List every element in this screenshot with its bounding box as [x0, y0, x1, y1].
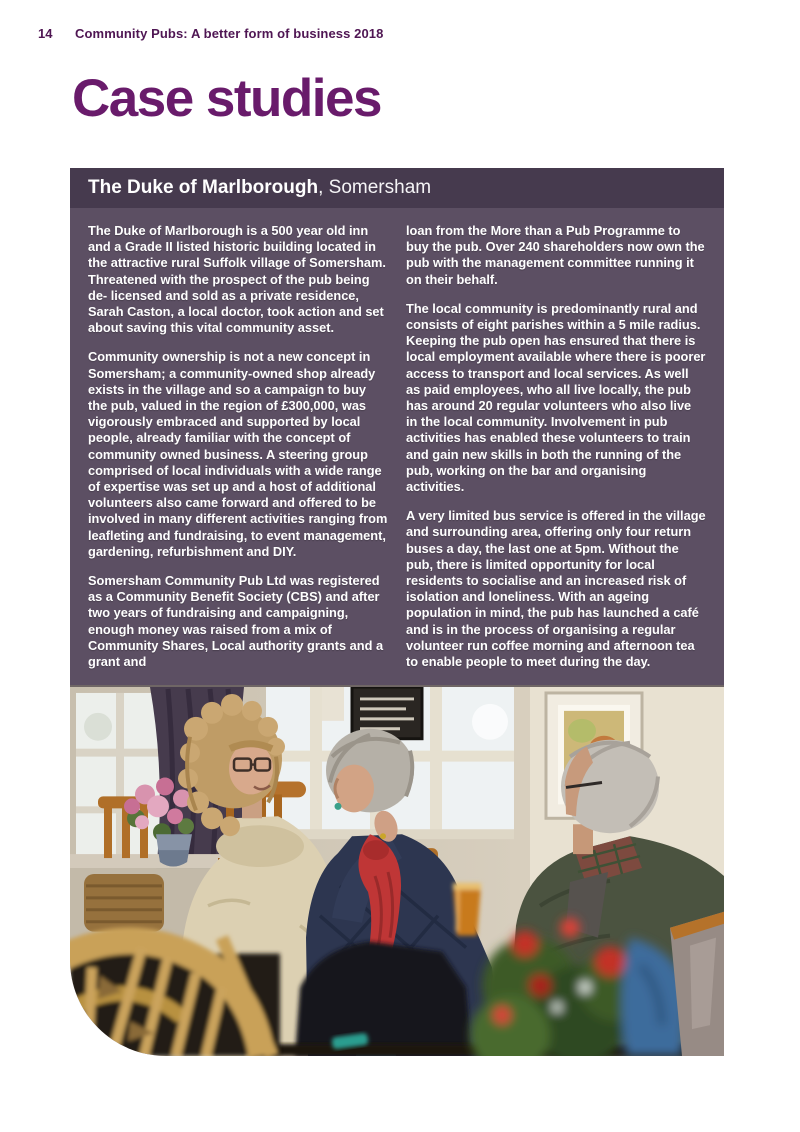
page-title: Case studies	[72, 69, 381, 128]
paragraph: Somersham Community Pub Ltd was registered as a Community Benefit Society (CBS) and after two years of fundraising and campaigning, enough money was raised from a mix of Community Shares, Local authority grants and a grant and	[88, 573, 384, 670]
left-column	[88, 223, 388, 679]
page-header	[38, 26, 758, 41]
paragraph: The local community is predominantly rural and consists of eight parishes within a 5 mile radius. Keeping the pub open has ensured that there is local employment available where there is poorer access to transport and local services. As well as paid employees, who all live locally, the pub has around 20 regular volunteers who also live in the local community. Involvement in pub activities has enabled these volunteers to train and gain new skills in both the running of the pub, working on the bar and organising activities.	[406, 300, 706, 495]
paragraph: A very limited bus service is offered in the village and surrounding area, offering only four return buses a day, the last one at 5pm. Without the pub, there is limited opportunity for local residents to socialise and an increased risk of isolation and loneliness. With an ageing population in mind, the pub has launched a café and is in the process of organising a regular volunteer run coffee morning and afternoon tea to enable people to meet during the day.	[406, 508, 706, 670]
right-column	[406, 223, 706, 679]
paragraph: Community ownership is not a new concept in Somersham; a community-owned shop already exists in the village and so a campaign to buy the pub, valued in the region of £300,000, was vigorously embraced and supported by local people, already familiar with the concept of community owned business. A steering group comprised of local individuals with a wide range of expertise was set up and a host of additional volunteers also came forward and offered to be involved in many different activities ranging from leafleting and fundraising, to event management, gardening, refurbishment and DIY.	[88, 349, 388, 559]
report-title: Community Pubs: A better form of business 2018	[75, 26, 384, 41]
paragraph: loan from the More than a Pub Programme to buy the pub. Over 240 shareholders now own the pub with the management committee running it on their behalf.	[406, 223, 705, 287]
case-study-card	[70, 168, 724, 1056]
case-study-body	[70, 208, 724, 685]
case-study-title-bar	[70, 168, 724, 208]
paragraph: The Duke of Marlborough is a 500 year old inn and a Grade II listed historic building located in the attractive rural Suffolk village of Somersham. Threatened with the prospect of the pub being de- licensed and sold as a private residence, Sarah Caston, a local doctor, took action and set about saving this vital community asset.	[88, 223, 386, 336]
pub-location: , Somersham	[318, 177, 432, 198]
pub-photo	[70, 685, 724, 1056]
pub-photo-illustration	[70, 687, 724, 1056]
pub-name: The Duke of Marlborough	[88, 177, 319, 198]
beer-glass	[453, 883, 481, 936]
page-number: 14	[38, 26, 53, 41]
photo-foreground-chair	[70, 938, 280, 1056]
